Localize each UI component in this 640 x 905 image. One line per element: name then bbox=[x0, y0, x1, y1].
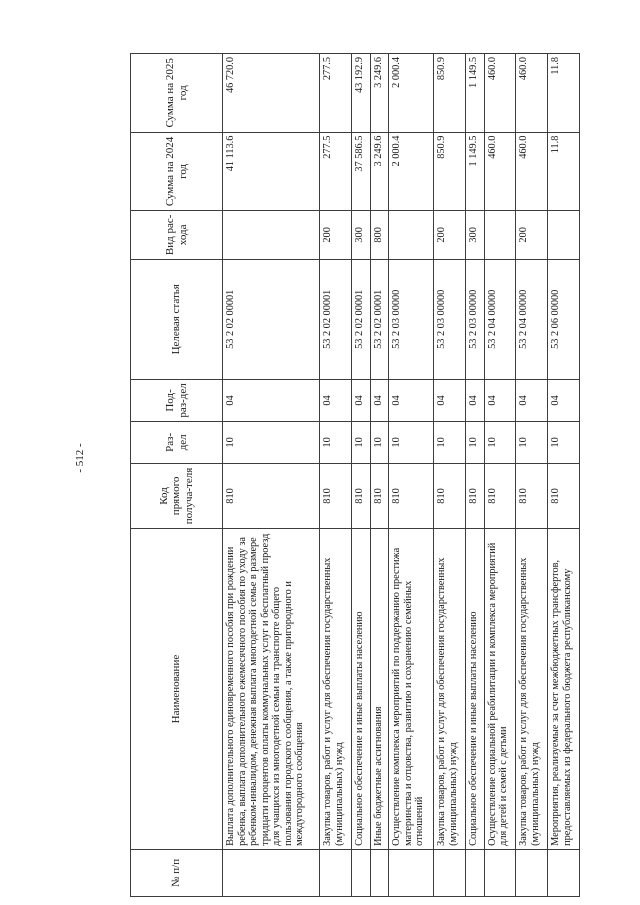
table-row bbox=[389, 54, 434, 897]
table-row bbox=[484, 54, 516, 897]
cell-section: 10 bbox=[484, 421, 516, 463]
cell-sum-2024: 277.5 bbox=[320, 132, 352, 211]
cell-kind: 200 bbox=[320, 211, 352, 259]
cell-num bbox=[320, 849, 352, 896]
cell-num bbox=[516, 849, 548, 896]
cell-article: 53 2 02 00001 bbox=[223, 259, 320, 379]
cell-code: 810 bbox=[516, 463, 548, 528]
header-kind: Вид рас-хода bbox=[131, 211, 223, 259]
cell-kind bbox=[223, 211, 320, 259]
cell-sum-2025: 2 000.4 bbox=[389, 54, 434, 133]
cell-article: 53 2 03 00000 bbox=[389, 259, 434, 379]
cell-section: 10 bbox=[351, 421, 370, 463]
cell-name: Социальное обеспечение и иные выплаты населению bbox=[351, 529, 370, 850]
header-sum-2025: Сумма на 2025 год bbox=[131, 54, 223, 133]
cell-article: 53 2 03 00000 bbox=[465, 259, 484, 379]
cell-subsection: 04 bbox=[465, 380, 484, 422]
cell-sum-2024: 11.8 bbox=[548, 132, 580, 211]
cell-kind: 300 bbox=[465, 211, 484, 259]
cell-code: 810 bbox=[434, 463, 466, 528]
header-subsection: Под-раз-дел bbox=[131, 380, 223, 422]
cell-code: 810 bbox=[351, 463, 370, 528]
table-row bbox=[351, 54, 370, 897]
cell-subsection: 04 bbox=[351, 380, 370, 422]
cell-section: 10 bbox=[389, 421, 434, 463]
cell-sum-2024: 2 000.4 bbox=[389, 132, 434, 211]
cell-name: Иные бюджетные ассигнования bbox=[370, 529, 389, 850]
cell-code: 810 bbox=[548, 463, 580, 528]
cell-article: 53 2 06 00000 bbox=[548, 259, 580, 379]
cell-sum-2025: 46 720.0 bbox=[223, 54, 320, 133]
table-row bbox=[320, 54, 352, 897]
cell-num bbox=[389, 849, 434, 896]
cell-section: 10 bbox=[223, 421, 320, 463]
table-row bbox=[370, 54, 389, 897]
cell-sum-2025: 11.8 bbox=[548, 54, 580, 133]
cell-sum-2024: 3 249.6 bbox=[370, 132, 389, 211]
cell-num bbox=[223, 849, 320, 896]
cell-sum-2025: 1 149.5 bbox=[465, 54, 484, 133]
cell-article: 53 2 02 00001 bbox=[320, 259, 352, 379]
cell-sum-2024: 460.0 bbox=[516, 132, 548, 211]
cell-article: 53 2 03 00000 bbox=[434, 259, 466, 379]
cell-sum-2025: 277.5 bbox=[320, 54, 352, 133]
cell-sum-2025: 460.0 bbox=[484, 54, 516, 133]
cell-subsection: 04 bbox=[320, 380, 352, 422]
cell-code: 810 bbox=[389, 463, 434, 528]
header-code: Код прямого получа-теля bbox=[131, 463, 223, 528]
cell-section: 10 bbox=[465, 421, 484, 463]
cell-section: 10 bbox=[516, 421, 548, 463]
cell-sum-2024: 460.0 bbox=[484, 132, 516, 211]
cell-sum-2024: 1 149.5 bbox=[465, 132, 484, 211]
cell-code: 810 bbox=[465, 463, 484, 528]
cell-kind: 200 bbox=[516, 211, 548, 259]
header-sum-2024: Сумма на 2024 год bbox=[131, 132, 223, 211]
header-name: Наименование bbox=[131, 529, 223, 850]
cell-subsection: 04 bbox=[434, 380, 466, 422]
header-section: Раз-дел bbox=[131, 421, 223, 463]
cell-sum-2024: 850.9 bbox=[434, 132, 466, 211]
cell-sum-2025: 460.0 bbox=[516, 54, 548, 133]
cell-sum-2025: 43 192.9 bbox=[351, 54, 370, 133]
cell-name: Закупка товаров, работ и услуг для обеспечения государственных (муниципальных) нужд bbox=[516, 529, 548, 850]
cell-num bbox=[548, 849, 580, 896]
cell-name: Мероприятия, реализуемые за счет межбюджетных трансфертов, предоставляемых из федерального бюджета республиканскому bbox=[548, 529, 580, 850]
table-row bbox=[516, 54, 548, 897]
cell-section: 10 bbox=[320, 421, 352, 463]
page-number: - 512 - bbox=[74, 443, 86, 473]
cell-section: 10 bbox=[434, 421, 466, 463]
cell-subsection: 04 bbox=[484, 380, 516, 422]
cell-name: Выплата дополнительного единовременного пособия при рождении ребенка, выплата дополнительного ежемесячного пособия по уходу за ребенком-инвалидом, денежная выплата многодетной семье в размере тридцати процентов оплаты коммунальных услуг и бесплатный проезд для учащихся из многодетной семьи на транспорте общего пользования городского сообщения, а также пригородного и междугородного сообщения bbox=[223, 529, 320, 850]
cell-name: Закупка товаров, работ и услуг для обеспечения государственных (муниципальных) нужд bbox=[434, 529, 466, 850]
budget-table-container bbox=[130, 53, 580, 897]
cell-kind: 800 bbox=[370, 211, 389, 259]
cell-article: 53 2 02 00001 bbox=[370, 259, 389, 379]
cell-code: 810 bbox=[484, 463, 516, 528]
cell-name: Осуществление комплекса мероприятий по поддержанию престижа материнства и отцовства, развитию и сохранению семейных отношений bbox=[389, 529, 434, 850]
cell-kind bbox=[484, 211, 516, 259]
budget-table bbox=[130, 53, 580, 897]
cell-sum-2024: 41 113.6 bbox=[223, 132, 320, 211]
table-header-row bbox=[131, 54, 223, 897]
cell-sum-2024: 37 586.5 bbox=[351, 132, 370, 211]
cell-kind bbox=[548, 211, 580, 259]
table-row bbox=[434, 54, 466, 897]
cell-kind: 300 bbox=[351, 211, 370, 259]
cell-name: Социальное обеспечение и иные выплаты населению bbox=[465, 529, 484, 850]
cell-sum-2025: 3 249.6 bbox=[370, 54, 389, 133]
cell-subsection: 04 bbox=[548, 380, 580, 422]
header-num: № п/п bbox=[131, 849, 223, 896]
cell-num bbox=[465, 849, 484, 896]
cell-section: 10 bbox=[370, 421, 389, 463]
cell-num bbox=[434, 849, 466, 896]
cell-sum-2025: 850.9 bbox=[434, 54, 466, 133]
cell-code: 810 bbox=[370, 463, 389, 528]
cell-subsection: 04 bbox=[223, 380, 320, 422]
cell-name: Закупка товаров, работ и услуг для обеспечения государственных (муниципальных) нужд bbox=[320, 529, 352, 850]
table-row bbox=[465, 54, 484, 897]
cell-subsection: 04 bbox=[389, 380, 434, 422]
cell-code: 810 bbox=[223, 463, 320, 528]
cell-subsection: 04 bbox=[516, 380, 548, 422]
header-article: Целевая статья bbox=[131, 259, 223, 379]
cell-kind: 200 bbox=[434, 211, 466, 259]
cell-num bbox=[370, 849, 389, 896]
cell-article: 53 2 02 00001 bbox=[351, 259, 370, 379]
cell-section: 10 bbox=[548, 421, 580, 463]
cell-code: 810 bbox=[320, 463, 352, 528]
cell-subsection: 04 bbox=[370, 380, 389, 422]
cell-article: 53 2 04 00000 bbox=[516, 259, 548, 379]
table-row bbox=[223, 54, 320, 897]
cell-num bbox=[484, 849, 516, 896]
cell-article: 53 2 04 00000 bbox=[484, 259, 516, 379]
cell-name: Осуществление социальной реабилитации и комплекса мероприятий для детей и семей с детьми bbox=[484, 529, 516, 850]
cell-kind bbox=[389, 211, 434, 259]
cell-num bbox=[351, 849, 370, 896]
table-row bbox=[548, 54, 580, 897]
